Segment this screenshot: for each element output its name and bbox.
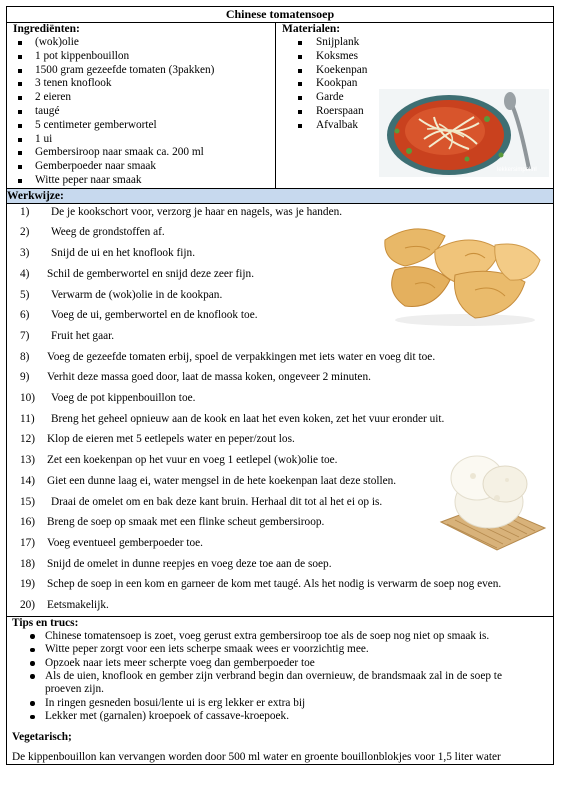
step-number: 15) xyxy=(20,495,36,508)
material-item: Koekenpan xyxy=(276,64,553,78)
vegetarian-heading: Vegetarisch; xyxy=(12,730,72,743)
step-number: 7) xyxy=(20,329,30,342)
step-number: 17) xyxy=(20,536,36,549)
tip-item: Lekker met (garnalen) kroepoek of cassave-kroepoek. xyxy=(7,710,553,723)
ingredient-item: Gembersiroop naar smaak ca. 200 ml xyxy=(7,146,275,160)
step-text: Voeg eventueel gemberpoeder toe. xyxy=(47,536,203,549)
ingredient-item: (wok)olie xyxy=(7,36,275,50)
vegetarian-text: De kippenbouillon kan vervangen worden door 500 ml water en groente bouillonblokjes voor 1,5 liter water xyxy=(12,750,501,763)
steps-list xyxy=(7,204,553,616)
ingredient-item: 2 eieren xyxy=(7,91,275,105)
recipe-title: Chinese tomatensoep xyxy=(7,7,554,23)
step-number: 6) xyxy=(20,309,30,322)
step-text: Eetsmakelijk. xyxy=(47,599,109,612)
tips-cell xyxy=(7,616,554,764)
material-item: Snijplank xyxy=(276,36,553,50)
ingredient-item: Witte peper naar smaak xyxy=(7,174,275,188)
werkwijze-heading-cell xyxy=(7,188,554,203)
step-text: Snijd de ui en het knoflook fijn. xyxy=(51,247,196,260)
ingredients-cell xyxy=(7,23,276,189)
step-text: Voeg de gezeefde tomaten erbij, spoel de verpakkingen met iets water en voeg dit toe. xyxy=(47,350,436,363)
step-number: 19) xyxy=(20,578,36,591)
step-text: Schep de soep in een kom en garneer de kom met taugé. Als het nodig is verwarm de soep nog even. xyxy=(47,578,502,591)
tip-item: Witte peper zorgt voor een iets scherpe smaak wees er voorzichtig mee. xyxy=(7,643,553,656)
tips-list xyxy=(7,630,553,724)
ingredient-item: 1 pot kippenbouillon xyxy=(7,50,275,64)
step-number: 16) xyxy=(20,516,36,529)
step-text: Giet een dunne laag ei, water mengsel in de hete koekenpan laat deze stollen. xyxy=(47,474,397,487)
step-text: De je kookschort voor, verzorg je haar en nagels, was je handen. xyxy=(51,205,343,218)
ingredient-item: 1 ui xyxy=(7,133,275,147)
werkwijze-heading: Werkwijze: xyxy=(7,189,64,202)
steps-cell xyxy=(7,203,554,616)
step-number: 18) xyxy=(20,557,36,570)
step-text: Zet een koekenpan op het vuur en voeg 1 eetlepel (wok)olie toe. xyxy=(47,454,338,467)
step-text: Snijd de omelet in dunne reepjes en voeg deze toe aan de soep. xyxy=(47,557,332,570)
cassava-crackers-photo xyxy=(437,442,547,554)
step-text: Schil de gemberwortel en snijd deze zeer fijn. xyxy=(47,267,255,280)
step-text: Voeg de pot kippenbouillon toe. xyxy=(51,392,196,405)
step-number: 12) xyxy=(20,433,36,446)
material-item: Afvalbak xyxy=(276,119,553,133)
tip-item: In ringen gesneden bosui/lente ui is erg lekker er extra bij xyxy=(7,697,553,710)
step-number: 2) xyxy=(20,226,30,239)
step-text: Weeg de grondstoffen af. xyxy=(51,226,165,239)
recipe-table xyxy=(6,6,554,765)
materials-heading: Materialen: xyxy=(282,23,341,35)
material-item: Kookpan xyxy=(276,77,553,91)
step-number: 4) xyxy=(20,267,30,280)
ingredient-item: 3 tenen knoflook xyxy=(7,77,275,91)
tomato-soup-photo xyxy=(379,89,549,177)
ingredients-list xyxy=(7,36,275,188)
material-item: Roerspaan xyxy=(276,105,553,119)
tip-item: Opzoek naar iets meer scherpte voeg dan gemberpoeder toe xyxy=(7,657,553,670)
tip-item: Chinese tomatensoep is zoet, voeg gerust extra gembersiroop toe als de soep nog niet op smaak is. xyxy=(7,630,553,643)
step-text: Klop de eieren met 5 eetlepels water en peper/zout los. xyxy=(47,433,295,446)
step-number: 13) xyxy=(20,454,36,467)
step-number: 10) xyxy=(20,392,36,405)
prawn-crackers-photo xyxy=(375,220,545,330)
material-item: Garde xyxy=(276,91,553,105)
tip-item: Als de uien, knoflook en gember zijn verbrand begin dan overnieuw, de brandsmaak zal in de soep te proeven zijn. xyxy=(7,670,553,697)
step-text: Voeg de ui, gemberwortel en de knoflook toe. xyxy=(51,309,258,322)
ingredient-item: Gemberpoeder naar smaak xyxy=(7,160,275,174)
ingredient-item: 1500 gram gezeefde tomaten (3pakken) xyxy=(7,64,275,78)
material-item: Koksmes xyxy=(276,50,553,64)
step-number: 11) xyxy=(20,412,35,425)
recipe-document xyxy=(6,6,554,765)
step-number: 20) xyxy=(20,599,36,612)
step-text: Fruit het gaar. xyxy=(51,329,115,342)
step-number: 1) xyxy=(20,205,30,218)
materials-cell xyxy=(276,23,554,189)
photo-watermark: lekkersimpel.nl xyxy=(497,167,537,173)
tips-heading: Tips en trucs: xyxy=(12,616,79,629)
ingredients-heading: Ingrediënten: xyxy=(13,23,80,35)
step-number: 14) xyxy=(20,474,36,487)
step-text: Draai de omelet om en bak deze kant bruin. Herhaal dit tot al het ei op is. xyxy=(51,495,383,508)
step-text: Breng het geheel opnieuw aan de kook en laat het even koken, zet het vuur eronder uit. xyxy=(51,412,445,425)
step-text: Breng de soep op smaak met een flinke scheut gembersiroop. xyxy=(47,516,325,529)
ingredient-item: taugé xyxy=(7,105,275,119)
step-number: 9) xyxy=(20,371,30,384)
step-text: Verwarm de (wok)olie in de kookpan. xyxy=(51,288,223,301)
step-number: 8) xyxy=(20,350,30,363)
ingredient-item: 5 centimeter gemberwortel xyxy=(7,119,275,133)
step-number: 3) xyxy=(20,247,30,260)
step-text: Verhit deze massa goed door, laat de massa koken, ongeveer 2 minuten. xyxy=(47,371,371,384)
step-number: 5) xyxy=(20,288,30,301)
